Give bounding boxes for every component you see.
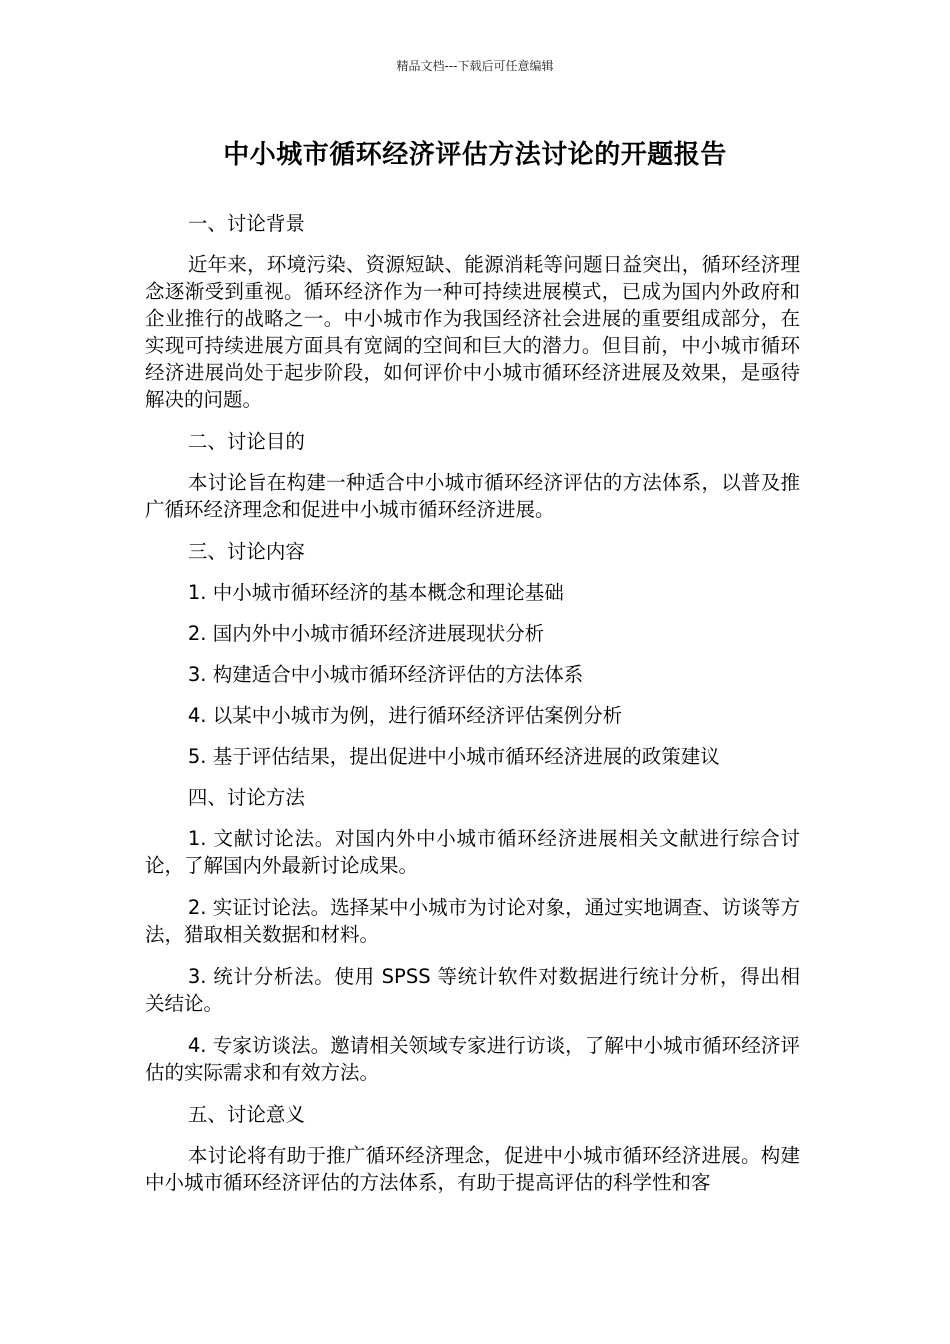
section-heading-method: 四、讨论方法 — [187, 786, 305, 809]
header-note: 精品文档---下载后可任意编辑 — [396, 59, 554, 73]
list-item: 5. 基于评估结果，提出促进中小城市循环经济进展的政策建议 — [187, 745, 720, 768]
list-item: 2. 国内外中小城市循环经济进展现状分析 — [187, 622, 545, 645]
section-heading-significance: 五、讨论意义 — [187, 1103, 305, 1126]
list-item: 3. 统计分析法。使用 SPSS 等统计软件对数据进行统计分析，得出相关结论。 — [145, 965, 800, 1015]
section-heading-content: 三、讨论内容 — [187, 540, 305, 563]
paragraph-background: 近年来，环境污染、资源短缺、能源消耗等问题日益突出，循环经济理念逐渐受到重视。循环经济作为一种可持续进展模式，已成为国内外政府和企业推行的战略之一。中小城市作为我国经济社会进展的重要组成部分，在实现可持续进展方面具有宽阔的空间和巨大的潜力。但目前，中小城市循环经济进展尚处于起步阶段，如何评价中小城市循环经济进展及效果，是亟待解决的问题。 — [145, 253, 800, 411]
document-title: 中小城市循环经济评估方法讨论的开题报告 — [223, 140, 727, 170]
document-body — [145, 210, 800, 1211]
list-item: 4. 以某中小城市为例，进行循环经济评估案例分析 — [187, 704, 623, 727]
list-item: 4. 专家访谈法。邀请相关领域专家进行访谈，了解中小城市循环经济评估的实际需求和有效方法。 — [145, 1034, 800, 1084]
list-item: 1. 文献讨论法。对国内外中小城市循环经济进展相关文献进行综合讨论，了解国内外最新讨论成果。 — [145, 827, 800, 877]
list-item: 1. 中小城市循环经济的基本概念和理论基础 — [187, 581, 564, 604]
section-heading-background: 一、讨论背景 — [187, 212, 305, 235]
list-item: 3. 构建适合中小城市循环经济评估的方法体系 — [187, 663, 584, 686]
paragraph-purpose: 本讨论旨在构建一种适合中小城市循环经济评估的方法体系，以普及推广循环经济理念和促进中小城市循环经济进展。 — [145, 471, 800, 521]
list-item: 2. 实证讨论法。选择某中小城市为讨论对象，通过实地调查、访谈等方法，猎取相关数据和材料。 — [145, 896, 800, 946]
paragraph-significance: 本讨论将有助于推广循环经济理念，促进中小城市循环经济进展。构建中小城市循环经济评估的方法体系，有助于提高评估的科学性和客 — [145, 1144, 800, 1194]
section-heading-purpose: 二、讨论目的 — [187, 430, 305, 453]
